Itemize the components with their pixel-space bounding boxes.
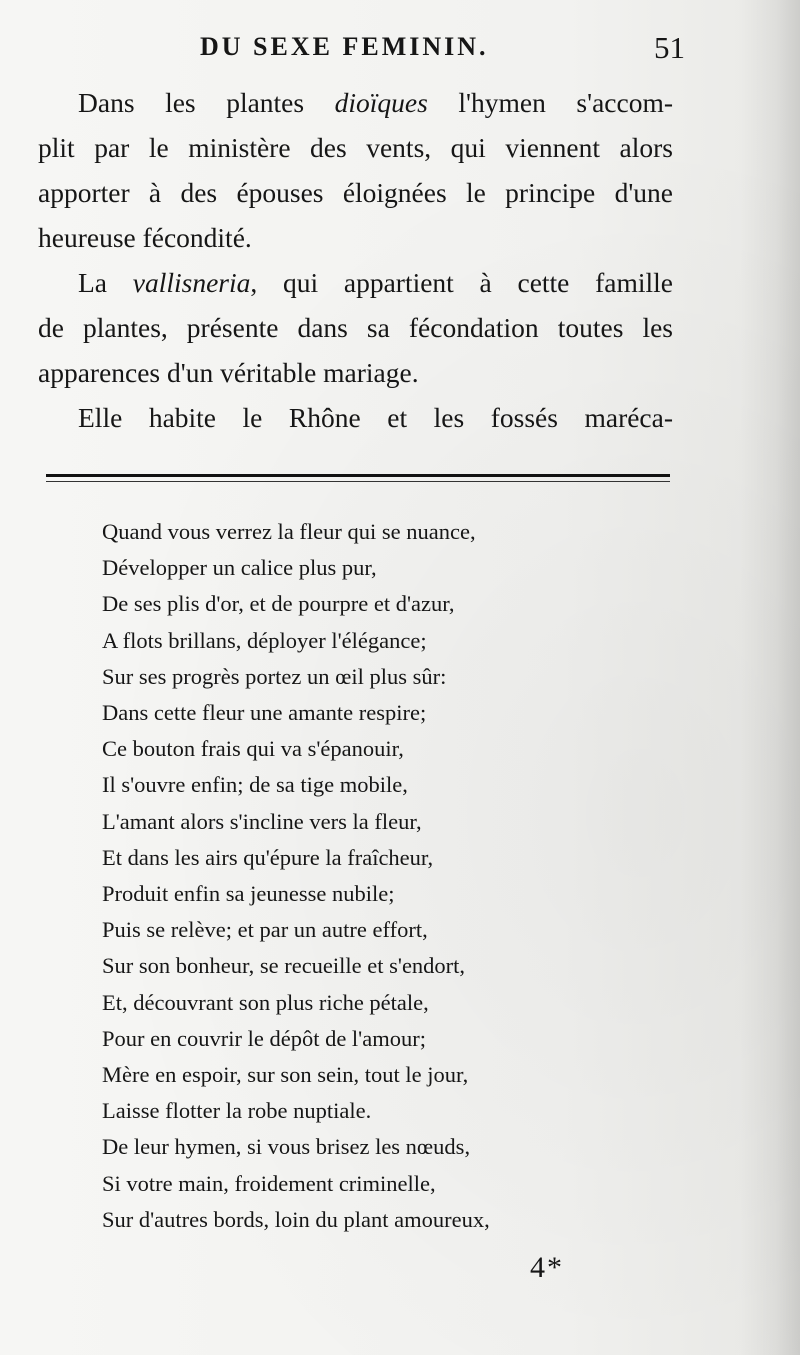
verse-line: Mère en espoir, sur son sein, tout le jour, (102, 1062, 469, 1088)
footnote-rule (46, 474, 670, 477)
verse-line: Produit enfin sa jeunesse nubile; (102, 881, 395, 907)
verse-line: Laisse flotter la robe nuptiale. (102, 1098, 372, 1124)
prose-line: heureuse fécondité. (38, 222, 252, 253)
verse-line: Quand vous verrez la fleur qui se nuance, (102, 519, 476, 544)
verse-line: Et, découvrant son plus riche pétale, (102, 989, 429, 1015)
running-title: DU SEXE FEMININ. (200, 32, 489, 61)
prose-line: apporter à des épouses éloignées le principe d'une (38, 177, 673, 208)
prose-body (38, 80, 673, 440)
verse-line: Si votre main, froidement criminelle, (102, 1170, 436, 1196)
italic-term: dioïques (334, 87, 428, 118)
verse-line: A flots brillans, déployer l'élégance; (102, 627, 427, 653)
verse-line: Ce bouton frais qui va s'épanouir, (102, 736, 404, 762)
footnote-rule-thin (46, 481, 670, 482)
prose-line: plit par le ministère des vents, qui viennent alors (38, 132, 673, 163)
verse-line: Sur ses progrès portez un œil plus sûr: (102, 663, 447, 689)
paragraph-1 (38, 80, 673, 125)
prose-line: Elle habite le Rhône et les fossés maréca- (78, 402, 673, 433)
verse-line: L'amant alors s'incline vers la fleur, (102, 808, 422, 834)
verse-footnote (102, 514, 662, 1238)
page-number: 51 (654, 30, 685, 65)
paragraph-2-end (38, 350, 673, 395)
verse-line: De ses plis d'or, et de pourpre et d'azur, (102, 591, 455, 617)
paragraph-1-end (38, 215, 673, 260)
page-edge-shadow (740, 0, 800, 1355)
paragraph-1-cont (38, 170, 673, 215)
verse-line: Et dans les airs qu'épure la fraîcheur, (102, 844, 434, 870)
verse-line: Sur d'autres bords, loin du plant amoureux, (102, 1206, 490, 1232)
verse-line: Pour en couvrir le dépôt de l'amour; (102, 1025, 426, 1051)
prose-line: Dans les plantes dioïques l'hymen s'accom- (78, 87, 673, 118)
verse-line: Développer un calice plus pur, (102, 555, 377, 581)
verse-line: Puis se relève; et par un autre effort, (102, 917, 428, 943)
verse-line: De leur hymen, si vous brisez les nœuds, (102, 1134, 471, 1160)
prose-line: La vallisneria, qui appartient à cette famille (78, 267, 673, 298)
paragraph-2-cont (38, 305, 673, 350)
verse-line: Il s'ouvre enfin; de sa tige mobile, (102, 772, 408, 798)
italic-term: vallisneria (132, 267, 251, 298)
prose-line: apparences d'un véritable mariage. (38, 357, 419, 388)
verse-line: Dans cette fleur une amante respire; (102, 700, 427, 726)
paragraph-2 (38, 260, 673, 305)
verse-line: Sur son bonheur, se recueille et s'endort, (102, 953, 466, 979)
paragraph-3 (38, 395, 673, 440)
signature-mark: 4* (530, 1251, 564, 1284)
page-header (40, 32, 685, 72)
paragraph-1-cont (38, 125, 673, 170)
prose-line: de plantes, présente dans sa fécondation toutes les (38, 312, 673, 343)
